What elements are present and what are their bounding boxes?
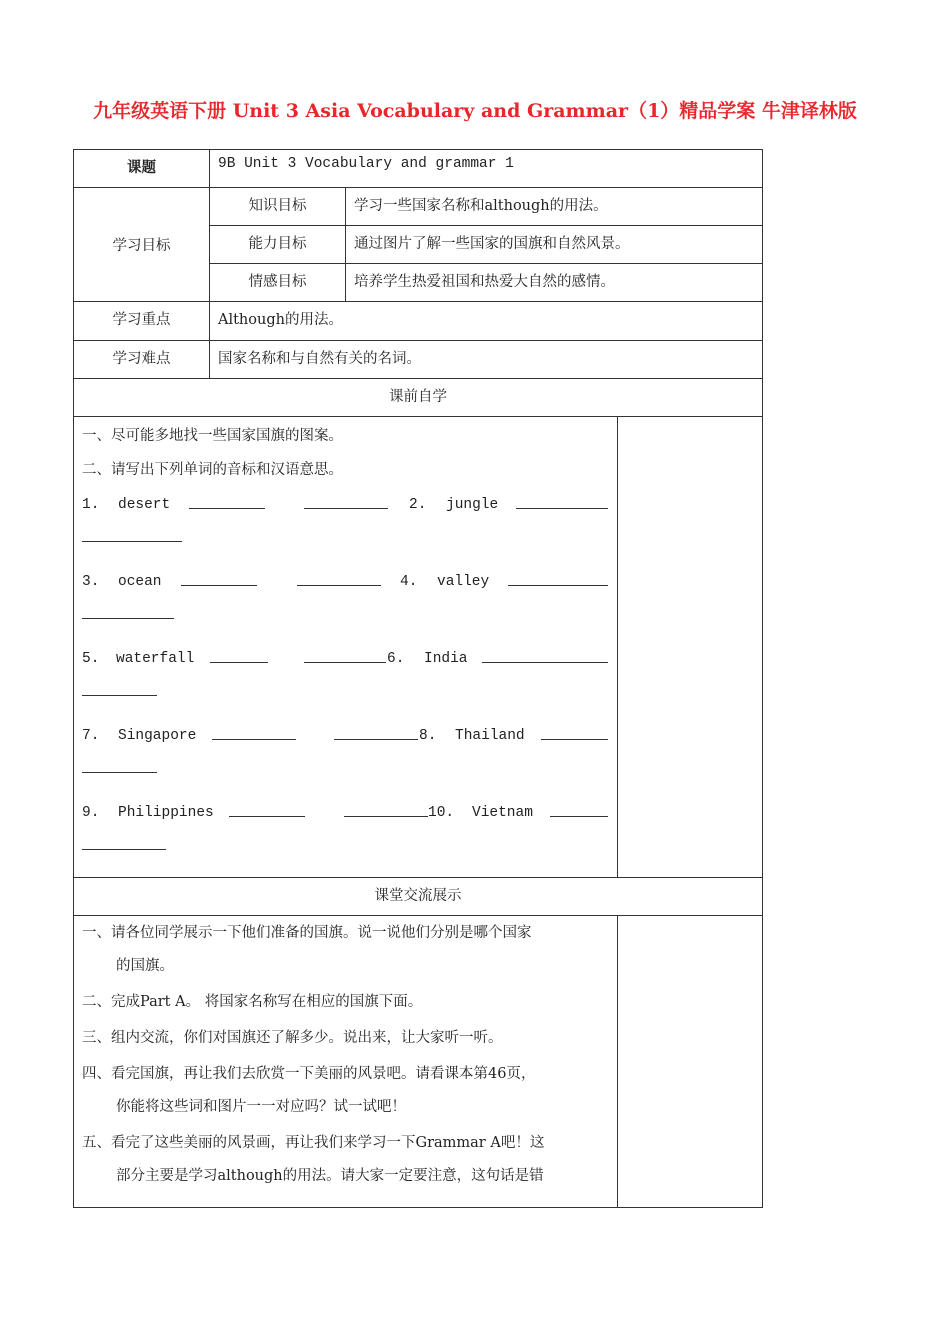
key-point-text: Although的用法。 xyxy=(210,302,763,341)
word-row-continue xyxy=(82,835,609,876)
classroom-item-1-cont: 的国旗。 xyxy=(116,958,174,974)
word-row xyxy=(82,722,609,758)
answer-blank[interactable] xyxy=(82,835,166,850)
answer-blank[interactable] xyxy=(189,494,265,509)
word: India xyxy=(424,651,468,667)
answer-blank[interactable] xyxy=(210,648,268,663)
word-number: 7. xyxy=(82,728,100,744)
word-number: 5. xyxy=(82,651,100,667)
word: ocean xyxy=(118,574,162,590)
word: Vietnam xyxy=(472,805,533,821)
classroom-item-2: 二、完成Part A。 将国家名称写在相应的国旗下面。 xyxy=(82,994,423,1010)
word-number: 9. xyxy=(82,805,100,821)
word-row xyxy=(82,568,609,604)
objectives-label: 学习目标 xyxy=(74,188,210,302)
classroom-header: 课堂交流展示 xyxy=(74,878,763,916)
preview-task-1: 一、尽可能多地找一些国家国旗的图案。 xyxy=(82,428,343,444)
word-row-continue xyxy=(82,604,609,645)
word-number: 3. xyxy=(82,574,100,590)
answer-blank[interactable] xyxy=(82,681,157,696)
preview-task-2: 二、请写出下列单词的音标和汉语意思。 xyxy=(82,462,343,478)
word-number: 1. xyxy=(82,497,100,513)
answer-blank[interactable] xyxy=(229,802,305,817)
answer-blank[interactable] xyxy=(541,725,608,740)
answer-blank[interactable] xyxy=(304,648,386,663)
classroom-item-1: 一、请各位同学展示一下他们准备的国旗。说一说他们分别是哪个国家 xyxy=(82,925,532,941)
word-row xyxy=(82,645,609,681)
answer-blank[interactable] xyxy=(82,604,174,619)
word: desert xyxy=(118,497,171,513)
classroom-item-4: 四、看完国旗，再让我们去欣赏一下美丽的风景吧。请看课本第46页， xyxy=(82,1066,536,1082)
word-number: 4. xyxy=(400,574,418,590)
word-number: 6. xyxy=(387,651,405,667)
word: waterfall xyxy=(116,651,195,667)
answer-blank[interactable] xyxy=(550,802,608,817)
difficulty-label: 学习难点 xyxy=(74,341,210,379)
classroom-item-3: 三、组内交流，你们对国旗还了解多少。说出来，让大家听一听。 xyxy=(82,1030,503,1046)
word-number: 10. xyxy=(428,805,455,821)
answer-blank[interactable] xyxy=(181,571,257,586)
topic-value: 9B Unit 3 Vocabulary and grammar 1 xyxy=(210,150,763,188)
objective-text: 学习一些国家名称和although的用法。 xyxy=(346,188,763,226)
word-row-continue xyxy=(82,527,609,568)
answer-blank[interactable] xyxy=(297,571,381,586)
answer-blank[interactable] xyxy=(212,725,296,740)
document-title: 九年级英语下册 Unit 3 Asia Vocabulary and Grammar（1）精品学案 牛津译林版 xyxy=(93,100,857,122)
answer-blank[interactable] xyxy=(82,758,157,773)
objective-text: 培养学生热爱祖国和热爱大自然的感情。 xyxy=(346,264,763,302)
objective-type: 知识目标 xyxy=(210,188,346,226)
study-plan-table xyxy=(73,149,763,1208)
word-number: 8. xyxy=(419,728,437,744)
answer-blank[interactable] xyxy=(304,494,388,509)
word: Singapore xyxy=(118,728,197,744)
objective-type: 能力目标 xyxy=(210,226,346,264)
answer-blank[interactable] xyxy=(482,648,608,663)
topic-label: 课题 xyxy=(74,150,210,188)
notes-column xyxy=(618,916,763,1208)
preview-section xyxy=(74,417,618,878)
difficulty-text: 国家名称和与自然有关的名词。 xyxy=(210,341,763,379)
classroom-item-4-cont: 你能将这些词和图片一一对应吗？试一试吧！ xyxy=(116,1099,406,1115)
answer-blank[interactable] xyxy=(82,527,182,542)
objective-text: 通过图片了解一些国家的国旗和自然风景。 xyxy=(346,226,763,264)
classroom-item-5: 五、看完了这些美丽的风景画，再让我们来学习一下Grammar A吧！这 xyxy=(82,1135,545,1151)
word-number: 2. xyxy=(409,497,427,513)
word: jungle xyxy=(446,497,499,513)
answer-blank[interactable] xyxy=(344,802,428,817)
objective-type: 情感目标 xyxy=(210,264,346,302)
word-row-continue xyxy=(82,758,609,799)
word: valley xyxy=(437,574,490,590)
word: Philippines xyxy=(118,805,214,821)
word-row-continue xyxy=(82,681,609,722)
classroom-section xyxy=(74,916,618,1208)
word-row xyxy=(82,491,609,527)
notes-column xyxy=(618,417,763,878)
key-point-label: 学习重点 xyxy=(74,302,210,341)
classroom-item-5-cont: 部分主要是学习although的用法。请大家一定要注意，这句话是错 xyxy=(116,1168,544,1184)
answer-blank[interactable] xyxy=(334,725,418,740)
answer-blank[interactable] xyxy=(508,571,608,586)
word: Thailand xyxy=(455,728,525,744)
preview-header: 课前自学 xyxy=(74,379,763,417)
answer-blank[interactable] xyxy=(516,494,608,509)
word-row xyxy=(82,799,609,835)
